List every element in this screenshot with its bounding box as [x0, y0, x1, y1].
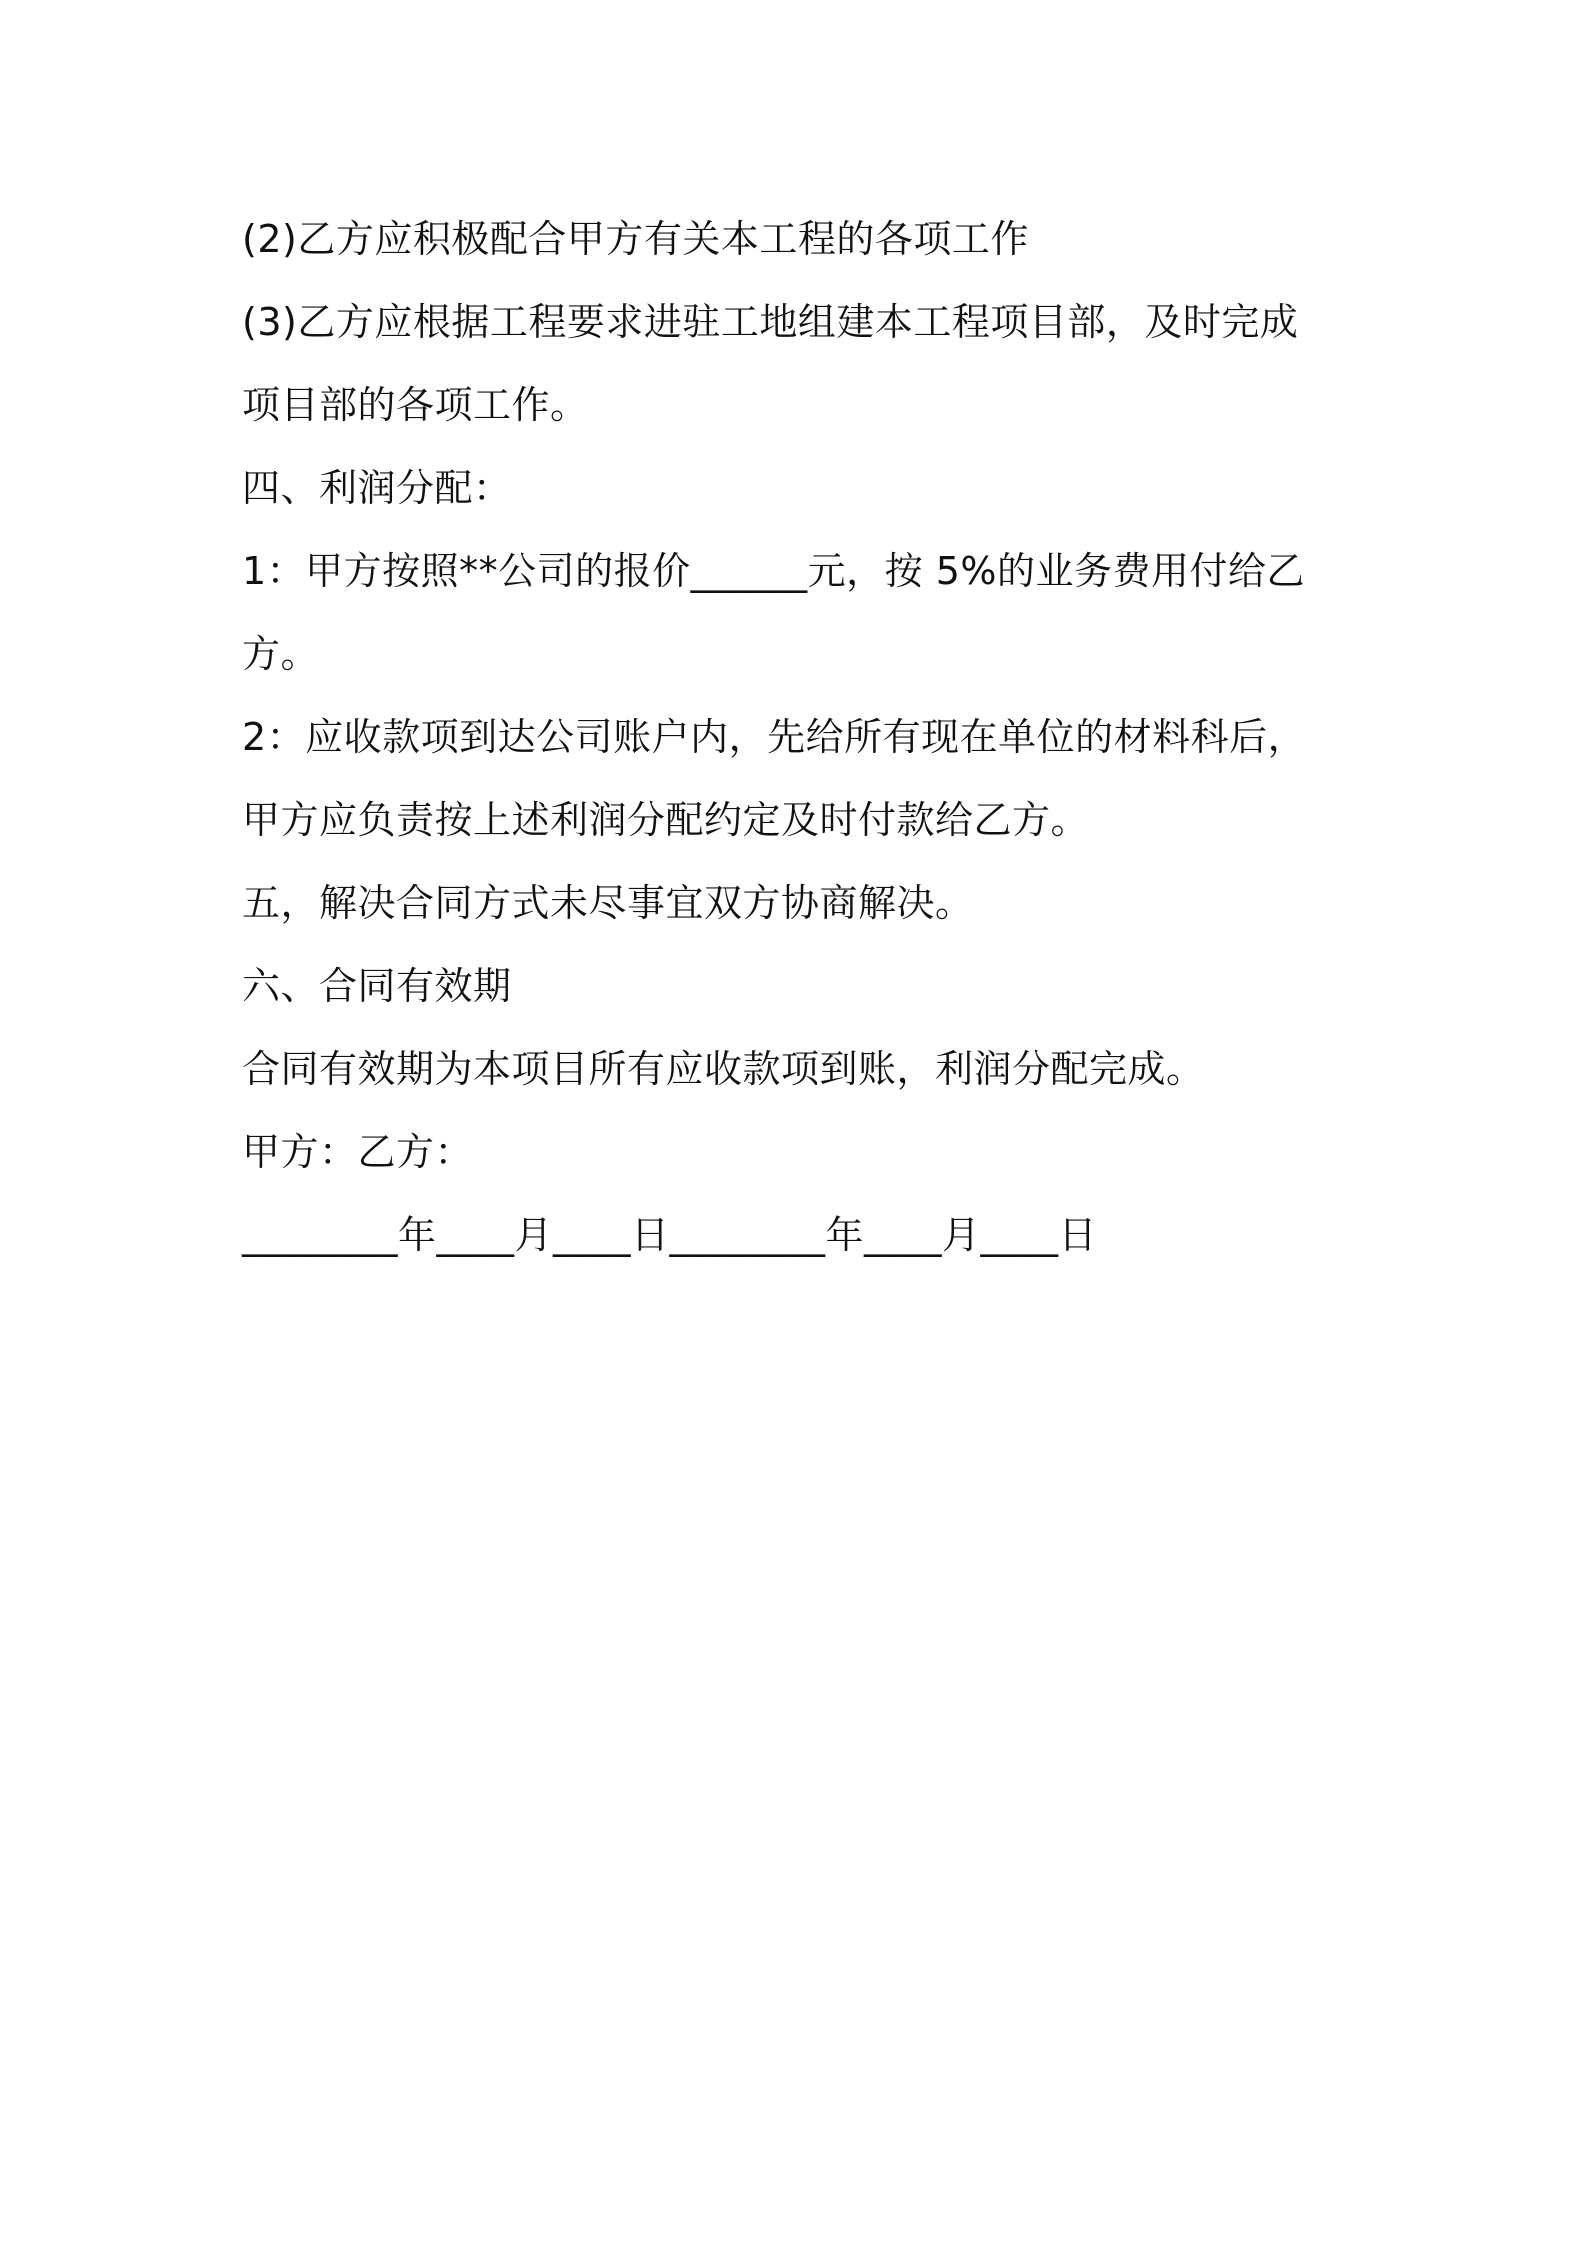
section-5-line: 五，解决合同方式未尽事宜双方协商解决。	[242, 881, 974, 925]
clause-2-line: (2)乙方应积极配合甲方有关本工程的各项工作	[242, 217, 1029, 261]
date-signature-line: ________年____月____日________年____月____日	[242, 1213, 1098, 1257]
parties-signature-line: 甲方：乙方：	[242, 1130, 474, 1174]
section-6-heading: 六、合同有效期	[242, 964, 512, 1008]
clause-3-line-2: 项目部的各项工作。	[242, 383, 589, 427]
profit-item-1-line-1: 1：甲方按照**公司的报价______元，按 5%的业务费用付给乙	[242, 549, 1306, 593]
profit-item-2-line-1: 2：应收款项到达公司账户内，先给所有现在单位的材料科后，	[242, 715, 1307, 759]
section-4-heading: 四、利润分配：	[242, 466, 512, 510]
validity-line: 合同有效期为本项目所有应收款项到账，利润分配完成。	[242, 1047, 1205, 1091]
profit-item-1-line-2: 方。	[242, 632, 320, 676]
clause-3-line-1: (3)乙方应根据工程要求进驻工地组建本工程项目部，及时完成	[242, 300, 1299, 344]
profit-item-2-line-2: 甲方应负责按上述利润分配约定及时付款给乙方。	[242, 798, 1090, 842]
document-body	[242, 198, 1362, 1277]
